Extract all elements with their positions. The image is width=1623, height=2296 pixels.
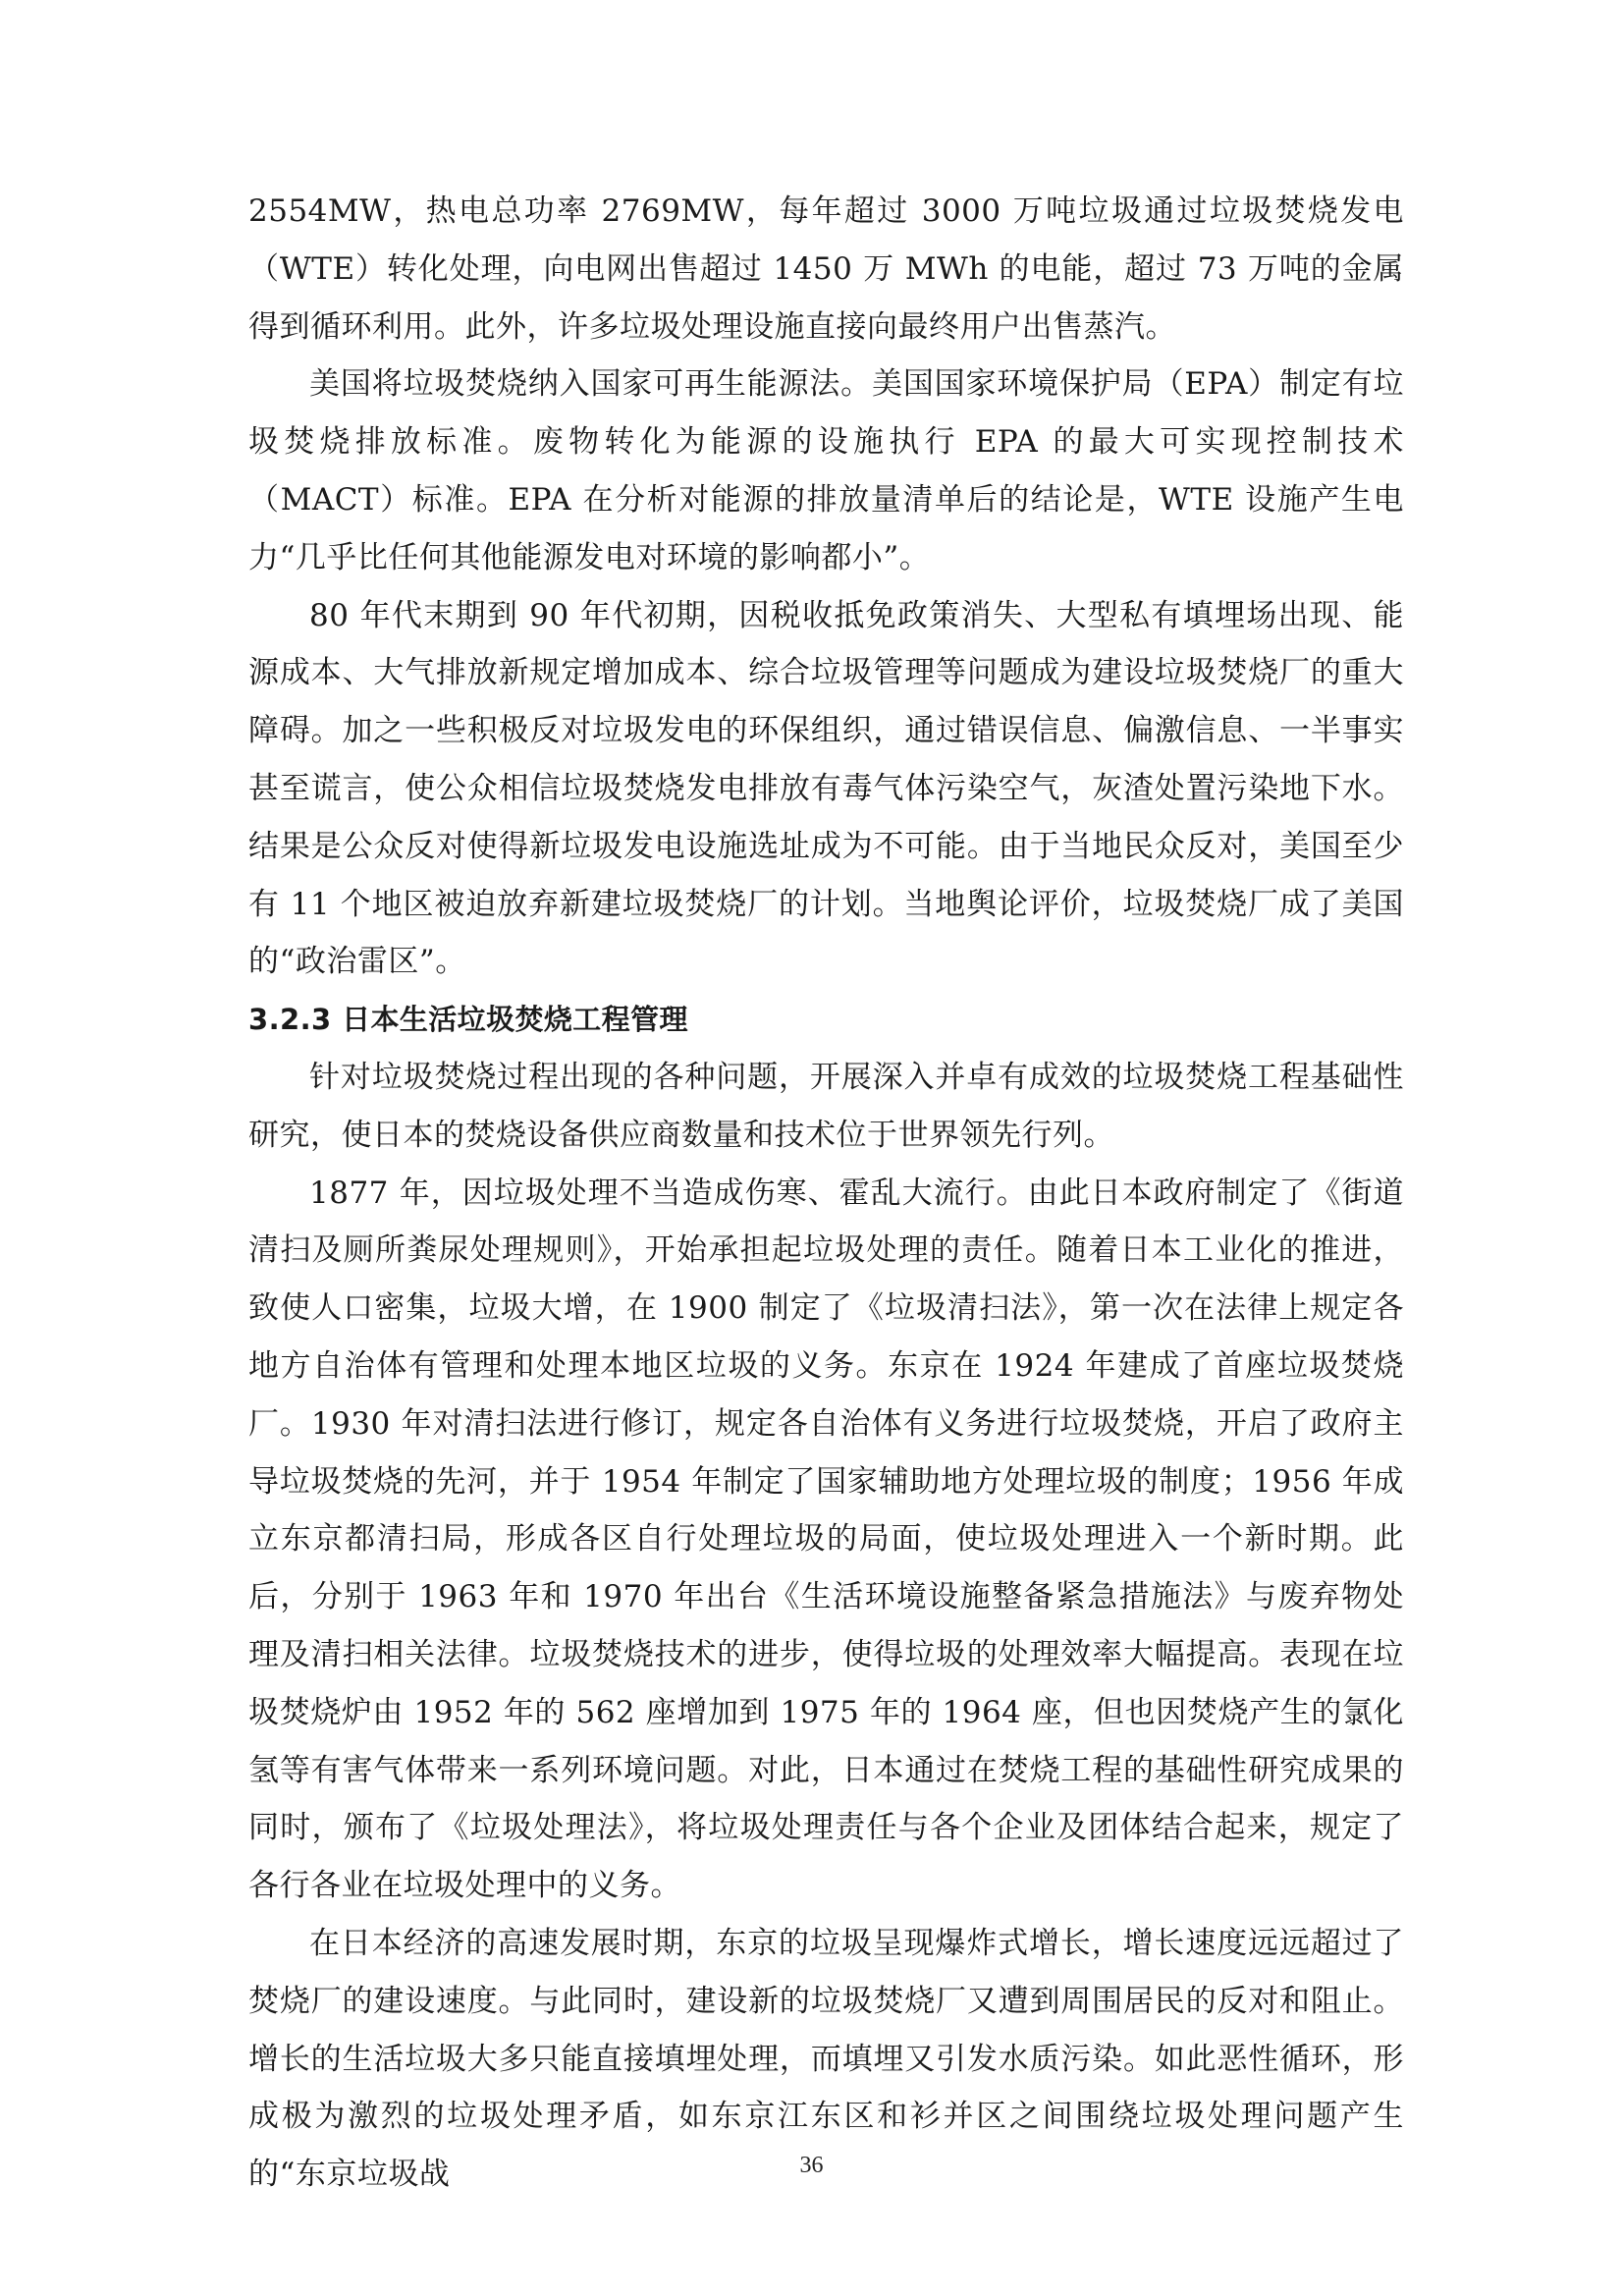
- page-number: 36: [799, 2153, 824, 2178]
- paragraph-japan-research: 针对垃圾焚烧过程出现的各种问题，开展深入并卓有成效的垃圾焚烧工程基础性研究，使日本的焚烧设备供应商数量和技术位于世界领先行列。: [248, 1059, 1404, 1153]
- section-heading: 3.2.3 日本生活垃圾焚烧工程管理: [248, 1003, 688, 1037]
- paragraph-tokyo-growth: 在日本经济的高速发展时期，东京的垃圾呈现爆炸式增长，增长速度远远超过了焚烧厂的建设速度。与此同时，建设新的垃圾焚烧厂又遭到周围居民的反对和阻止。增长的生活垃圾大多只能直接填埋处理，而填埋又引发水质污染。如此恶性循环，形成极为激烈的垃圾处理矛盾，如东京江东区和衫并区之间围绕垃圾处理问题产生的“东京垃圾战: [248, 1925, 1404, 2193]
- paragraph-japan-history: 1877 年，因垃圾处理不当造成伤寒、霍乱大流行。由此日本政府制定了《街道清扫及厕所粪尿处理规则》，开始承担起垃圾处理的责任。随着日本工业化的推进，致使人口密集，垃圾大增，在 1900 制定了《垃圾清扫法》，第一次在法律上规定各地方自治体有管理和处理本地区垃圾的义务。东京在 1924 年建成了首座垃圾焚烧厂。1930 年对清扫法进行修订，规定各自治体有义务进行垃圾焚烧，开启了政府主导垃圾焚烧的先河，并于 1954 年制定了国家辅助地方处理垃圾的制度；1956 年成立东京都清扫局，形成各区自行处理垃圾的局面，使垃圾处理进入一个新时期。此后，分别于 1963 年和 1970 年出台《生活环境设施整备紧急措施法》与废弃物处理及清扫相关法律。垃圾焚烧技术的进步，使得垃圾的处理效率大幅提高。表现在垃圾焚烧炉由 1952 年的 562 座增加到 1975 年的 1964 座，但也因焚烧产生的氯化氢等有害气体带来一系列环境问题。对此，日本通过在焚烧工程的基础性研究成果的同时，颁布了《垃圾处理法》，将垃圾处理责任与各个企业及团体结合起来，规定了各行各业在垃圾处理中的义务。: [248, 1175, 1404, 1904]
- paragraph-wte-statistics: 2554MW，热电总功率 2769MW，每年超过 3000 万吨垃圾通过垃圾焚烧发电（WTE）转化处理，向电网出售超过 1450 万 MWh 的电能，超过 73 万吨的金属得到循环利用。此外，许多垃圾处理设施直接向最终用户出售蒸汽。: [248, 193, 1404, 345]
- document-body: [248, 183, 1404, 2204]
- paragraph-epa-standards: 美国将垃圾焚烧纳入国家可再生能源法。美国国家环境保护局（EPA）制定有垃圾焚烧排放标准。废物转化为能源的设施执行 EPA 的最大可实现控制技术（MACT）标准。EPA 在分析对能源的排放量清单后的结论是，WTE 设施产生电力“几乎比任何其他能源发电对环境的影响都小”。: [248, 366, 1404, 575]
- paragraph-us-obstacles: 80 年代末期到 90 年代初期，因税收抵免政策消失、大型私有填埋场出现、能源成本、大气排放新规定增加成本、综合垃圾管理等问题成为建设垃圾焚烧厂的重大障碍。加之一些积极反对垃圾发电的环保组织，通过错误信息、偏激信息、一半事实甚至谎言，使公众相信垃圾焚烧发电排放有毒气体污染空气，灰渣处置污染地下水。结果是公众反对使得新垃圾发电设施选址成为不可能。由于当地民众反对，美国至少有 11 个地区被迫放弃新建垃圾焚烧厂的计划。当地舆论评价，垃圾焚烧厂成了美国的“政治雷区”。: [248, 597, 1404, 980]
